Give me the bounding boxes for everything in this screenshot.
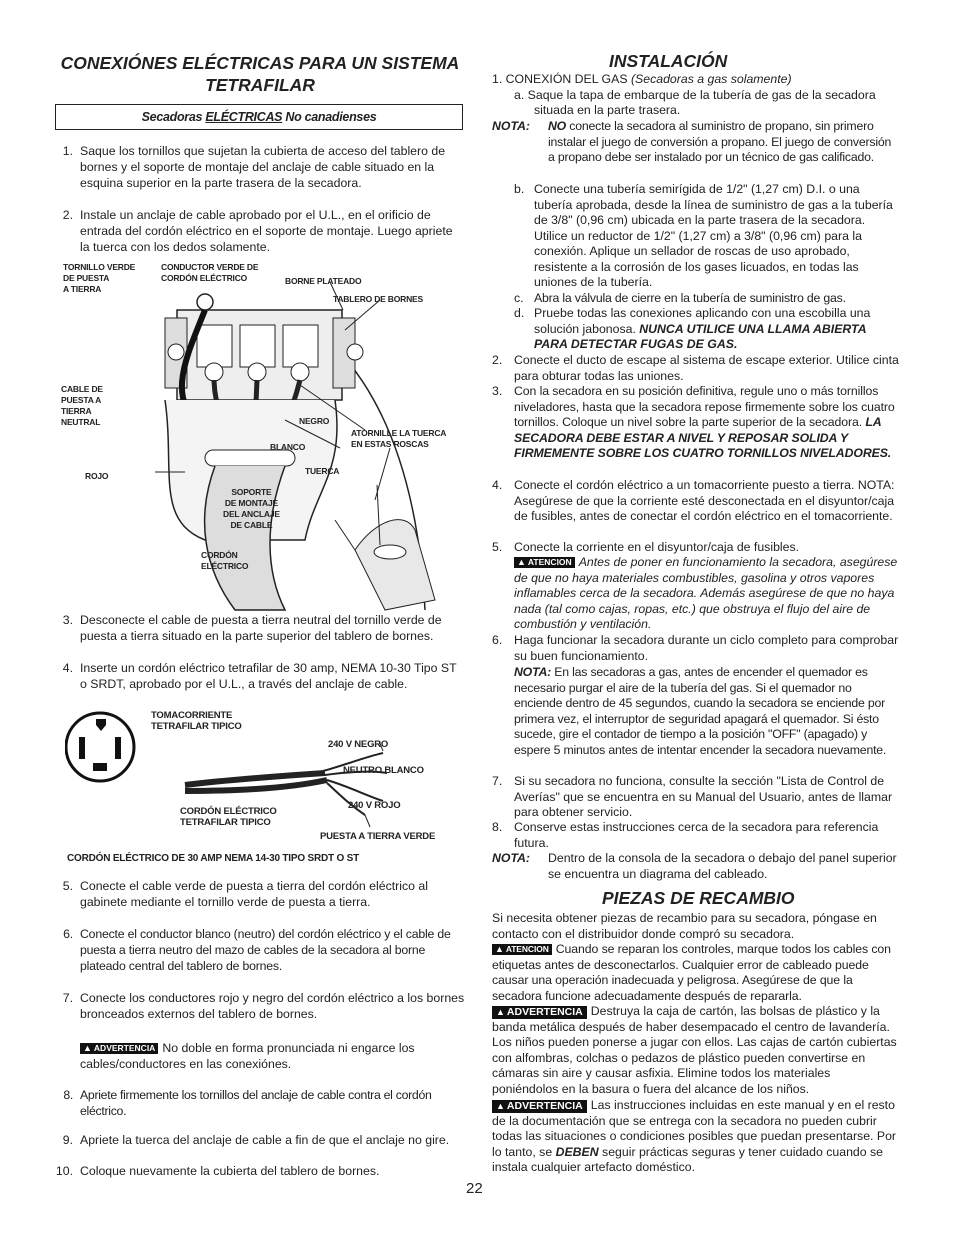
step-b-label: b. bbox=[514, 182, 525, 196]
piezas-para-1: Si necesita obtener piezas de recambio para su secadora, póngase en contacto con el distribuidor donde compró su secadora. bbox=[492, 911, 877, 941]
step-d-text: Pruebe todas las conexiones aplicando con una escobilla una solución jabonosa. NUNCA UTILICE UNA LLAMA ABIERTA PARA DETECTAR FUGAS DE GAS. bbox=[534, 306, 871, 351]
fig1-label-conductor: CONDUCTOR VERDE DE CORDÓN ELÉCTRICO bbox=[161, 262, 259, 283]
atencion-badge: ▲ ATENCION bbox=[514, 557, 575, 568]
step-7-text: Si su secadora no funciona, consulte la sección "Lista de Control de Averías" que se encuentra en su Manual del Usuario, antes de llamar para obtener servicio. bbox=[514, 774, 893, 819]
advertencia-badge-3: ▲ ADVERTENCIA bbox=[492, 1100, 587, 1113]
nota-label-2: NOTA: bbox=[492, 851, 531, 865]
step-d-label: d. bbox=[514, 306, 525, 320]
fig2-caption: CORDÓN ELÉCTRICO DE 30 AMP NEMA 14-30 TIPO SRDT O ST bbox=[67, 853, 360, 864]
advertencia-badge-2: ▲ ADVERTENCIA bbox=[492, 1006, 587, 1019]
step-4: 4. Inserte un cordón eléctrico tetrafilar de 30 amp, NEMA 10-30 Tipo ST o SRDT, aprobado por el U.L., a través del anclaje de cable. bbox=[62, 661, 457, 691]
warning-triangle-icon: ▲ bbox=[495, 944, 504, 954]
step-7-num: 7. bbox=[492, 774, 503, 788]
nota-1-text: NO conecte la secadora al suministro de propano, sin primero instalar el juego de conversión a propano. El juego de conversión a propano debe ser instalado por un técnico de gas calificado. bbox=[548, 119, 892, 164]
warning-triangle-icon: ▲ bbox=[496, 1101, 505, 1111]
step-5: 5. Conecte el cable verde de puesta a tierra del cordón eléctrico al gabinete mediante el tornillo verde de puesta a tierra. bbox=[62, 879, 428, 909]
warning-triangle-icon: ▲ bbox=[517, 557, 526, 567]
fig1-label-tablero: TABLERO DE BORNES bbox=[333, 294, 423, 304]
step-6: 6. Conecte el conductor blanco (neutro) del cordón eléctrico y el cable de puesta a tierra neutro del mazo de cables de la secadora al borne plateado central del tablero de bornes. bbox=[63, 927, 451, 973]
step-c-label: c. bbox=[514, 291, 524, 305]
section-title-piezas: PIEZAS DE RECAMBIO bbox=[602, 888, 795, 908]
step-6-nota: NOTA: En las secadoras a gas, antes de encender el quemador es necesario purgar el aire de la tubería del gas. Si el quemador no enciende dentro de 45 segundos, cuando la secadora se enciende por primera vez, el interruptor de seguridad apagará el quemador. Si ésto sucede, gire el contador de tiempo a la posición "OFF" (apagado) y espere 5 minutos antes de intentar encender la secadora nuevamente. bbox=[514, 665, 887, 757]
fig1-label-soporte: SOPORTE DE MONTAJE DEL ANCLAJE DE CABLE bbox=[223, 487, 280, 530]
step-3-text: Con la secadora en su posición definitiva, regule uno o más tornillos niveladores, hasta que la secadora repose firmemente sobre los cuatro tornillos. Coloque un nivel sobre la parte superior de la secadora. LA SECADORA DEBE ESTAR A NIVEL Y REPOSAR SOLIDA Y FIRMEMENTE SOBRE LOS CUATRO TORNILLOS NIVELADORES. bbox=[514, 384, 895, 460]
step-1: 1. Saque los tornillos que sujetan la cubierta de acceso del tablero de bornes y el soporte de montaje del anclaje de cable situado en la esquina superior en la parte trasera de la secadora. bbox=[62, 144, 446, 190]
atencion-badge-2: ▲ ATENCION bbox=[492, 944, 552, 955]
warning-triangle-icon: ▲ bbox=[83, 1043, 92, 1053]
step-2-text: Conecte el ducto de escape al sistema de escape exterior. Utilice cinta para obturar todas las uniones. bbox=[514, 353, 899, 383]
step-5-num: 5. bbox=[492, 540, 503, 554]
fig1-label-blanco: BLANCO bbox=[270, 442, 306, 452]
step-8-text: Conserve estas instrucciones cerca de la secadora para referencia futura. bbox=[514, 820, 879, 850]
piezas-para-3: ▲ ADVERTENCIA Destruya la caja de cartón, las bolsas de plástico y la banda metálica después de haber desempacado el centro de lavandería. Los niños pueden ponerse a jugar con ellos. Las cajas de cartón cubiertas con alfombras, colchas o pedazos de plástico pueden convertirse en cámaras sin aire y causar asfixia. Elimine todos los materiales poniéndolos en la basura o fuera del alcance de los niños. bbox=[492, 1004, 897, 1096]
fig1-label-cordon: CORDÓN ELÉCTRICO bbox=[201, 550, 249, 571]
gas-connection-heading: 1. CONEXIÓN DEL GAS (Secadoras a gas solamente) bbox=[492, 72, 792, 86]
step-5-text: Conecte la corriente en el disyuntor/caja de fusibles. bbox=[514, 540, 800, 554]
fig1-label-atornille: ATORNILLE LA TUERCA EN ESTAS ROSCAS bbox=[351, 428, 447, 449]
step-a-line1: a. Saque la tapa de embarque de la tubería de gas de la secadora bbox=[514, 88, 876, 102]
fig2-label-negro: 240 V NEGRO bbox=[328, 739, 389, 750]
piezas-para-4: ▲ ADVERTENCIA Las instrucciones incluidas en este manual y en el resto de la documentación que se entrega con la secadora no pueden cubrir todas las situaciones o condiciones posibles que puedan presentarse. Por lo tanto, se DEBEN seguir prácticas seguras y tener cuidado cuando se instala cualquier artefacto doméstico. bbox=[492, 1098, 897, 1174]
section-title-instalacion: INSTALACIÓN bbox=[609, 51, 728, 71]
nota-label-1: NOTA: bbox=[492, 119, 531, 133]
step-3: 3. Desconecte el cable de puesta a tierra neutral del tornillo verde de puesta a tierra situado en la parte superior del tablero de bornes. bbox=[62, 613, 442, 643]
fig1-label-cable: CABLE DE PUESTA A TIERRA NEUTRAL bbox=[61, 384, 103, 427]
advertencia-badge: ▲ ADVERTENCIA bbox=[80, 1043, 158, 1054]
subtitle-box: Secadoras ELÉCTRICAS No canadienses bbox=[55, 104, 463, 130]
step-3-num: 3. bbox=[492, 384, 503, 398]
step-b-text: Conecte una tubería semirígida de 1/2" (1,27 cm) D.I. o una tubería aprobada, desde la línea de suministro de gas a la tubería de 3/8" (0,96 cm) ubicada en la parte trasera de la secadora. Utilice un reductor de 1/2" (1,27 cm) a 3/8" (0,96 cm) para la conexión. Aplique un sellador de roscas de uso aprobado, resistente a la corrosión de los gases licuados, en todas las uniones de la tubería. bbox=[534, 182, 893, 289]
warning-triangle-icon: ▲ bbox=[496, 1007, 505, 1017]
page-number: 22 bbox=[466, 1180, 483, 1197]
step-2: 2. Instale un anclaje de cable aprobado por el U.L., en el orificio de entrada del cordón eléctrico en el soporte de montaje. Luego apriete la tuerca con los dedos solamente. bbox=[62, 208, 453, 254]
step-a-line2: situada en la parte trasera. bbox=[534, 103, 681, 117]
step-c-text: Abra la válvula de cierre en la tubería de suministro de gas. bbox=[534, 291, 846, 305]
step-2-num: 2. bbox=[492, 353, 503, 367]
power-cord-diagram bbox=[65, 705, 465, 850]
step-4-num: 4. bbox=[492, 478, 503, 492]
fig2-label-tomacorriente: TOMACORRIENTE TETRAFILAR TIPICO bbox=[151, 710, 242, 732]
fig2-label-rojo: 240 V ROJO bbox=[348, 800, 401, 811]
step-9: 9. Apriete la tuerca del anclaje de cable a fin de que el anclaje no gire. bbox=[62, 1133, 450, 1147]
warning-no-doble: ▲ ADVERTENCIA No doble en forma pronunciada ni engarce los cables/conductores en las conexiónes. bbox=[80, 1041, 415, 1071]
step-10: 10. Coloque nuevamente la cubierta del tablero de bornes. bbox=[55, 1164, 380, 1178]
fig1-label-negro: NEGRO bbox=[299, 416, 330, 426]
section-title-conexiones: CONEXIÓNES ELÉCTRICAS PARA UN SISTEMA TETRAFILAR bbox=[60, 53, 460, 95]
fig2-label-tierra: PUESTA A TIERRA VERDE bbox=[320, 831, 436, 842]
step-8: 8. Apriete firmemente los tornillos del anclaje de cable contra el cordón eléctrico. bbox=[63, 1088, 432, 1118]
step-8-num: 8. bbox=[492, 820, 503, 834]
piezas-para-2: ▲ ATENCION Cuando se reparan los controles, marque todos los cables con etiquetas antes de desconectarlos. Cualquier error de cableado puede causar una operación inadecuada y peligrosa. Asegúrese de que la secadora funcione adecuadamente después de repararla. bbox=[492, 942, 891, 1003]
step-6-text: Haga funcionar la secadora durante un ciclo completo para comprobar su buen funcionamiento. bbox=[514, 633, 899, 663]
nota-2-text: Dentro de la consola de la secadora o debajo del panel superior se encuentra un diagrama del cableado. bbox=[548, 851, 897, 881]
fig1-label-borne: BORNE PLATEADO bbox=[285, 276, 362, 286]
step-7: 7. Conecte los conductores rojo y negro del cordón eléctrico a los bornes bronceados externos del tablero de bornes. bbox=[62, 991, 465, 1021]
fig1-label-rojo: ROJO bbox=[85, 471, 109, 481]
step-6-num: 6. bbox=[492, 633, 503, 647]
step-4-text: Conecte el cordón eléctrico a un tomacorriente puesto a tierra. NOTA: Asegúrese de que la corriente esté desconectada en el disyuntor/caja de fusibles, antes de conectar el cordón eléctrico en el tomacorriente. bbox=[514, 478, 895, 523]
fig1-label-tuerca: TUERCA bbox=[305, 466, 340, 476]
atencion-warning: ▲ ATENCION Antes de poner en funcionamiento la secadora, asegúrese de que no haya materiales combustibles, gasolina y otros vapores inflamables cerca de la secadora. Además asegúrese de que no haya nada (tal como cajas, ropas, etc.) que obstruya el flujo del aire de combustión y ventilación. bbox=[514, 555, 898, 631]
fig2-label-cordon: CORDÓN ELÉCTRICO TETRAFILAR TIPICO bbox=[180, 806, 277, 828]
fig1-label-tornillo: TORNILLO VERDE DE PUESTA A TIERRA bbox=[63, 262, 136, 294]
fig2-label-neutro: NEUTRO BLANCO bbox=[343, 765, 424, 776]
